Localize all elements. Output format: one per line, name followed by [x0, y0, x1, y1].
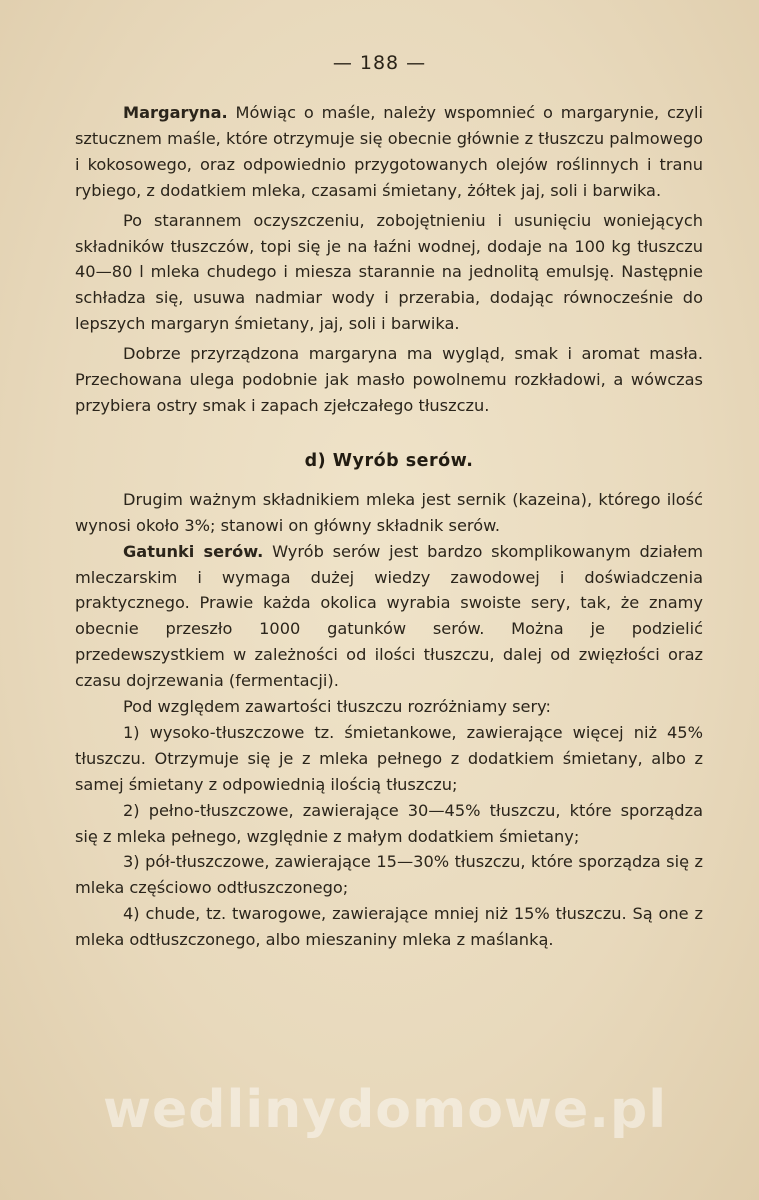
paragraph-lead-margaryna: Margaryna.	[123, 103, 228, 122]
list-item-4: 4) chude, tz. twarogowe, zawierające mniej niż 15% tłuszczu. Są one z mleka odtłuszczonego, albo mieszaniny mleka z maślanką.	[75, 904, 703, 950]
list-item-1: 1) wysoko-tłuszczowe tz. śmietankowe, zawierające więcej niż 45% tłuszczu. Otrzymuje się je z mleka pełnego z dodatkiem śmietany, albo z samej śmietany z odpowiednią ilością tłuszczu;	[75, 722, 703, 794]
paragraph-oczyszczenie: Po starannem oczyszczeniu, zobojętnieniu i usunięciu woniejących składników tłuszczów, topi się je na łaźni wodnej, dodaje na 100 kg tłuszczu 40—80 l mleka chudego i miesza starannie na jednolitą emulsję. Następnie schładza się, usuwa nadmiar wody i przerabia, dodając równocześnie do lepszych margaryn śmietany, jaj, soli i barwika.	[75, 210, 703, 334]
paragraph-sernik: Drugim ważnym składnikiem mleka jest sernik (kazeina), którego ilość wynosi około 3%; stanowi on główny składnik serów.	[75, 489, 703, 535]
paragraph-text: Wyrób serów jest bardzo skomplikowanym działem mleczarskim i wymaga dużej wiedzy zawodowej i doświadczenia praktycznego. Prawie każda okolica wyrabia swoiste sery, tak, że znamy obecnie przeszło 1000 gatunków serów. Można je podzielić przedewszystkiem w zależności od ilości tłuszczu, dalej od zwięzłości oraz czasu dojrzewania (fermentacji).	[75, 541, 703, 691]
paragraph-margaryna	[75, 100, 703, 204]
paragraph-text: Mówiąc o maśle, należy wspomnieć o margarynie, czyli sztucznem maśle, które otrzymuje się obecnie głównie z tłuszczu palmowego i kokosowego, oraz odpowiednio przygotowanych olejów roślinnych i tranu rybiego, z dodatkiem mleka, czasami śmietany, żółtek jaj, soli i barwika.	[75, 103, 703, 200]
watermark: wedlinydomowe.pl	[102, 1080, 668, 1140]
paragraph-lead-gatunki: Gatunki serów.	[123, 541, 264, 561]
paragraph-gatunki	[75, 539, 703, 694]
paragraph-wyglad: Dobrze przyrządzona margaryna ma wygląd, smak i aromat masła. Przechowana ulega podobnie jak masło powolnemu rozkładowi, a wówczas przybiera ostry smak i zapach zjełczałego tłuszczu.	[75, 344, 703, 415]
list-item-3: 3) pół-tłuszczowe, zawierające 15—30% tłuszczu, które sporządza się z mleka częściowo odtłuszczonego;	[75, 852, 703, 898]
list-item-2: 2) pełno-tłuszczowe, zawierające 30—45% tłuszczu, które sporządza się z mleka pełnego, względnie z małym dodatkiem śmietany;	[75, 800, 703, 846]
page-body	[75, 100, 703, 953]
page-number: — 188 —	[332, 52, 427, 74]
section-title: d) Wyrób serów.	[304, 450, 474, 471]
paragraph-rozroznienie: Pod względem zawartości tłuszczu rozróżniamy sery:	[123, 697, 551, 717]
